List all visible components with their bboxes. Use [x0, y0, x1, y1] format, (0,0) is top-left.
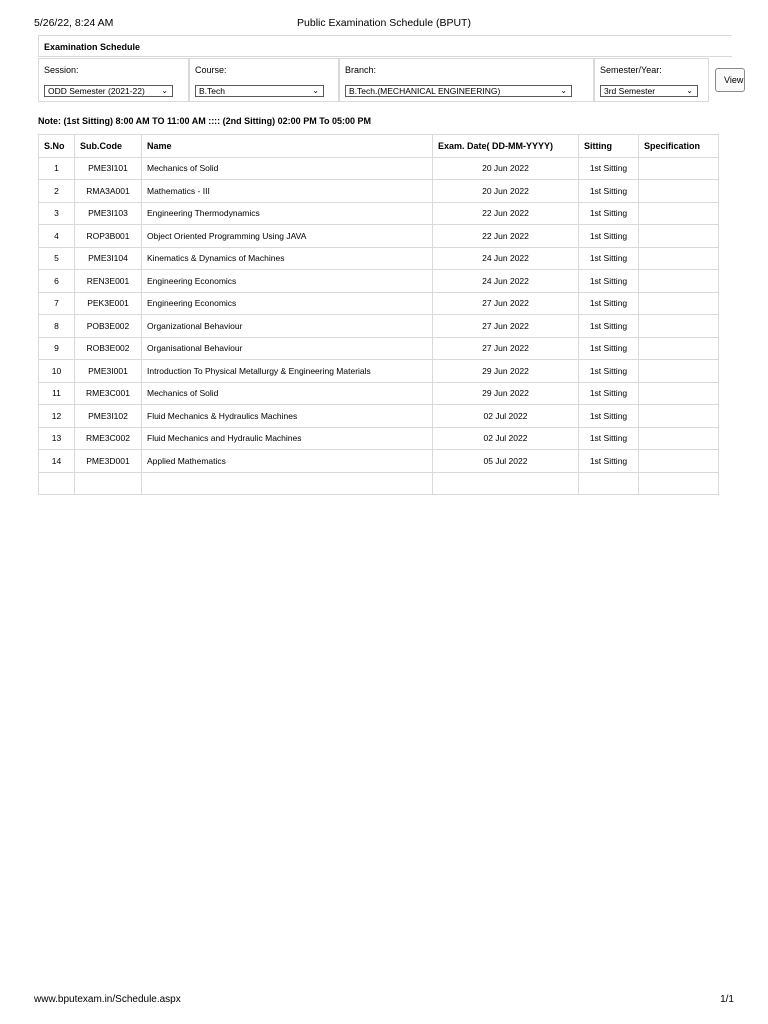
cell-sub-code: RMA3A001: [75, 180, 142, 203]
cell-sno: 13: [39, 427, 75, 450]
cell-specification: [639, 427, 719, 450]
session-label: Session:: [44, 65, 79, 75]
cell-sub-code: PME3I104: [75, 247, 142, 270]
cell-sitting: 1st Sitting: [579, 225, 639, 248]
cell-sno: 10: [39, 360, 75, 383]
cell-sitting: 1st Sitting: [579, 405, 639, 428]
table-row: [39, 225, 719, 248]
cell-sitting: 1st Sitting: [579, 180, 639, 203]
cell-name: Applied Mathematics: [142, 450, 433, 473]
exam-schedule-table: [38, 134, 719, 495]
branch-value: B.Tech.(MECHANICAL ENGINEERING): [349, 86, 501, 96]
course-value: B.Tech: [199, 86, 225, 96]
session-value: ODD Semester (2021-22): [48, 86, 145, 96]
cell-exam-date: 27 Jun 2022: [433, 292, 579, 315]
cell-exam-date: 27 Jun 2022: [433, 337, 579, 360]
cell-sno: 4: [39, 225, 75, 248]
cell-name: Engineering Economics: [142, 270, 433, 293]
table-row: [39, 202, 719, 225]
table-row: [39, 315, 719, 338]
cell-sub-code: PME3I001: [75, 360, 142, 383]
cell-sub-code: PEK3E001: [75, 292, 142, 315]
cell-exam-date: 20 Jun 2022: [433, 157, 579, 180]
col-header-name: Name: [142, 135, 433, 158]
cell-sub-code: ROB3E002: [75, 337, 142, 360]
cell-exam-date: 22 Jun 2022: [433, 202, 579, 225]
cell-specification: [639, 450, 719, 473]
cell-sub-code: PME3I102: [75, 405, 142, 428]
cell-sno: 11: [39, 382, 75, 405]
chevron-down-icon: ⌄: [686, 86, 693, 95]
cell-empty: [433, 472, 579, 495]
col-header-specification: Specification: [639, 135, 719, 158]
col-header-sub-code: Sub.Code: [75, 135, 142, 158]
cell-sub-code: PME3I103: [75, 202, 142, 225]
cell-exam-date: 20 Jun 2022: [433, 180, 579, 203]
cell-specification: [639, 382, 719, 405]
table-row: [39, 382, 719, 405]
cell-exam-date: 29 Jun 2022: [433, 360, 579, 383]
cell-sitting: 1st Sitting: [579, 427, 639, 450]
cell-name: Object Oriented Programming Using JAVA: [142, 225, 433, 248]
page-url: www.bputexam.in/Schedule.aspx: [34, 994, 181, 1005]
cell-sitting: 1st Sitting: [579, 157, 639, 180]
course-select[interactable]: [195, 85, 324, 97]
course-label: Course:: [195, 65, 227, 75]
cell-sno: 1: [39, 157, 75, 180]
table-row: [39, 270, 719, 293]
col-header-sno: S.No: [39, 135, 75, 158]
cell-empty: [142, 472, 433, 495]
semester-select[interactable]: [600, 85, 698, 97]
cell-exam-date: 22 Jun 2022: [433, 225, 579, 248]
cell-sitting: 1st Sitting: [579, 247, 639, 270]
semester-value: 3rd Semester: [604, 86, 656, 96]
table-row: [39, 427, 719, 450]
chevron-down-icon: ⌄: [312, 86, 319, 95]
cell-name: Mathematics - III: [142, 180, 433, 203]
cell-sitting: 1st Sitting: [579, 337, 639, 360]
cell-specification: [639, 405, 719, 428]
cell-exam-date: 02 Jul 2022: [433, 427, 579, 450]
table-row: [39, 337, 719, 360]
print-timestamp: 5/26/22, 8:24 AM: [34, 17, 114, 29]
cell-empty: [39, 472, 75, 495]
cell-name: Fluid Mechanics and Hydraulic Machines: [142, 427, 433, 450]
course-cell: [189, 58, 339, 102]
cell-sub-code: PME3D001: [75, 450, 142, 473]
form-title: Examination Schedule: [38, 35, 732, 57]
cell-specification: [639, 337, 719, 360]
cell-sno: 6: [39, 270, 75, 293]
cell-name: Engineering Economics: [142, 292, 433, 315]
session-cell: [38, 58, 189, 102]
cell-sitting: 1st Sitting: [579, 292, 639, 315]
cell-name: Organisational Behaviour: [142, 337, 433, 360]
branch-cell: [339, 58, 594, 102]
cell-name: Introduction To Physical Metallurgy & Engineering Materials: [142, 360, 433, 383]
cell-specification: [639, 270, 719, 293]
table-row: [39, 180, 719, 203]
cell-exam-date: 24 Jun 2022: [433, 247, 579, 270]
cell-specification: [639, 360, 719, 383]
cell-name: Mechanics of Solid: [142, 157, 433, 180]
branch-label: Branch:: [345, 65, 377, 75]
semester-cell: [594, 58, 709, 102]
cell-name: Organizational Behaviour: [142, 315, 433, 338]
semester-label: Semester/Year:: [600, 65, 662, 75]
table-header-row: [39, 135, 719, 158]
cell-exam-date: 29 Jun 2022: [433, 382, 579, 405]
cell-name: Mechanics of Solid: [142, 382, 433, 405]
cell-exam-date: 27 Jun 2022: [433, 315, 579, 338]
session-select[interactable]: [44, 85, 173, 97]
cell-exam-date: 24 Jun 2022: [433, 270, 579, 293]
document-title: Public Examination Schedule (BPUT): [297, 17, 471, 29]
cell-sno: 2: [39, 180, 75, 203]
cell-specification: [639, 315, 719, 338]
view-button[interactable]: View: [715, 68, 745, 92]
sitting-timing-note: Note: (1st Sitting) 8:00 AM TO 11:00 AM :::: (2nd Sitting) 02:00 PM To 05:00 PM: [38, 116, 372, 126]
cell-sno: 14: [39, 450, 75, 473]
cell-sitting: 1st Sitting: [579, 202, 639, 225]
chevron-down-icon: ⌄: [161, 86, 168, 95]
cell-sub-code: REN3E001: [75, 270, 142, 293]
cell-sub-code: PME3I101: [75, 157, 142, 180]
cell-empty: [75, 472, 142, 495]
cell-name: Kinematics & Dynamics of Machines: [142, 247, 433, 270]
table-row: [39, 450, 719, 473]
cell-sub-code: POB3E002: [75, 315, 142, 338]
cell-sitting: 1st Sitting: [579, 270, 639, 293]
schedule-form: [38, 35, 744, 103]
cell-specification: [639, 157, 719, 180]
table-row: [39, 157, 719, 180]
chevron-down-icon: ⌄: [560, 86, 567, 95]
col-header-sitting: Sitting: [579, 135, 639, 158]
cell-exam-date: 05 Jul 2022: [433, 450, 579, 473]
cell-sub-code: RME3C001: [75, 382, 142, 405]
print-header: [34, 17, 734, 31]
cell-sitting: 1st Sitting: [579, 450, 639, 473]
cell-sub-code: ROP3B001: [75, 225, 142, 248]
cell-specification: [639, 202, 719, 225]
cell-sitting: 1st Sitting: [579, 360, 639, 383]
table-row: [39, 292, 719, 315]
cell-sno: 12: [39, 405, 75, 428]
print-footer: [34, 994, 734, 1008]
cell-sno: 8: [39, 315, 75, 338]
table-row: [39, 247, 719, 270]
cell-sub-code: RME3C002: [75, 427, 142, 450]
cell-sno: 5: [39, 247, 75, 270]
page-number: 1/1: [720, 994, 734, 1005]
cell-specification: [639, 292, 719, 315]
cell-sno: 3: [39, 202, 75, 225]
cell-specification: [639, 225, 719, 248]
cell-specification: [639, 247, 719, 270]
cell-empty: [639, 472, 719, 495]
cell-name: Fluid Mechanics & Hydraulics Machines: [142, 405, 433, 428]
cell-name: Engineering Thermodynamics: [142, 202, 433, 225]
table-row: [39, 405, 719, 428]
cell-exam-date: 02 Jul 2022: [433, 405, 579, 428]
branch-select[interactable]: [345, 85, 572, 97]
table-row-empty: [39, 472, 719, 495]
table-row: [39, 360, 719, 383]
cell-specification: [639, 180, 719, 203]
cell-sno: 7: [39, 292, 75, 315]
cell-sno: 9: [39, 337, 75, 360]
cell-empty: [579, 472, 639, 495]
cell-sitting: 1st Sitting: [579, 382, 639, 405]
col-header-exam-date: Exam. Date( DD-MM-YYYY): [433, 135, 579, 158]
cell-sitting: 1st Sitting: [579, 315, 639, 338]
